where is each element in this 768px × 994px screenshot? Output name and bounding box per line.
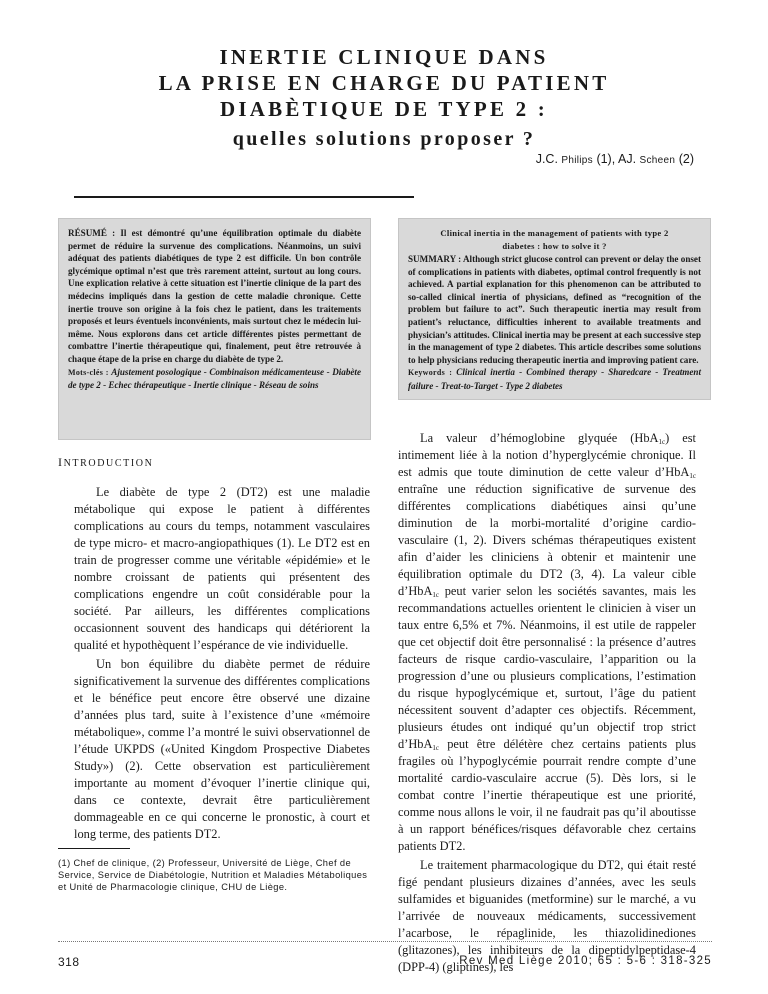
page-number: 318 (58, 955, 80, 969)
abstract-en-label: SUMMARY : (408, 254, 463, 264)
keywords-fr-label: Mots-clés : (68, 367, 112, 377)
affiliation-footnote: (1) Chef de clinique, (2) Professeur, Université de Liège, Chef de Service, Service de Diabétologie, Nutrition et Maladies Métaboliques et Unité de Pharmacologie clinique, CHU de Liège. (58, 858, 368, 892)
text-run: entraîne une réduction significative de survenue des différentes complications diabétiques ainsi qu’une diminution de la morbi-mortalité d’origine cardio-vasculaire (1, 2). Divers schémas thérapeutiques existent afin d’aider les cliniciens à obtenir et maintenir une équilibration optimale du DT2 (3, 4). La valeur cible d’HbA (398, 482, 696, 598)
author-line (536, 152, 694, 166)
abstract-english (398, 218, 711, 400)
title-line-1: INERTIE CLINIQUE DANS (219, 45, 549, 69)
keywords-fr (68, 366, 361, 392)
right-column (398, 430, 696, 976)
text-run: peut varier selon les sociétés savantes, mais les recommandations actuelles orientent le clinicien à viser un taux entre 6,5% et 7%. Néanmoins, il est utile de rappeler que cet objectif doit être personnalisé : la présence d’autres facteurs de risque cardio-vasculaire, l’apparition ou la progression d’une ou plusieurs complications, l’estimation du risque hypoglycémique et, surtout, l’âge du patient nécessitent souvent d’adapter ces objectifs. Récemment, plusieurs études ont indiqué qu’un objectif trop strict d’HbA (398, 584, 696, 751)
keywords-en (408, 366, 701, 392)
author-1-name: Philips (561, 155, 593, 166)
subscript: 1c (689, 472, 696, 480)
abstract-fr-label: RÉSUMÉ : (68, 228, 121, 238)
author-2-ref: (2) (675, 152, 694, 166)
footer-divider (58, 941, 712, 942)
journal-reference: Rev Med Liège 2010; 65 : 5-6 : 318-325 (459, 955, 712, 967)
header-rule (74, 196, 414, 198)
author-1-initials: J.C. (535, 152, 562, 166)
text-run: La valeur d’hémoglobine glyquée (HbA (420, 431, 659, 445)
right-paragraph-2: Le traitement pharmacologique du DT2, qui était resté figé pendant plusieurs dizaines d’années, avec les seuls sulfamides et biguanides (metformine) sur le marché, a vu l’arrivée de nouveaux médicaments, successivement l’acarbose, le répaglinide, les thiazolidinediones (glitazones), les inhibiteurs de la dipeptidylpeptidase-4 (DPP-4) (gliptines), les (398, 858, 696, 974)
intro-paragraph-2: Un bon équilibre du diabète permet de réduire significativement la survenue des différentes complications et le bénéfice peut encore être observé une dizaine d’années plus tard, suite à l’existence d’une «mémoire métabolique», comme l’a montré le suivi observationnel de l’étude UKPDS («United Kingdom Prospective Diabetes Study») (2). Cette observation est particulièrement importante au moment d’évoquer l’inertie clinique qui, dans ce contexte, devrait être particulièrement dommageable en ce qui concerne le pronostic, à court et long terme, des patients DT2. (74, 657, 370, 841)
author-2-name: Scheen (639, 155, 676, 166)
text-run: peut être délétère chez certains patients plus fragiles où l’hypoglycémie pourrait rendre compte d’une mortalité cardio-vasculaire accrue (5). Dès lors, si le combat contre l’inertie thérapeutique est une priorité, comme nous allons le voir, il ne faudrait pas qu’il aboutisse à un rapport bénéfices/risques défavorable chez certains patients DT2. (398, 737, 696, 853)
title-line-3: DIABÈTIQUE DE TYPE 2 : (220, 97, 548, 121)
keywords-en-list: Clinical inertia - Combined therapy - Sharedcare - Treatment failure - Treat-to-Target - Type 2 diabetes (408, 367, 701, 391)
footnote-rule (58, 848, 130, 849)
subscript: 1c (432, 744, 440, 752)
heading-initial: I (58, 455, 64, 469)
abstract-fr-body: Il est démontré qu’une équilibration optimale du diabète permet de réduire la survenue des complications. Néanmoins, un suivi adéquat des patients diabétiques de type 2 est difficile. Un bon contrôle glycémique optimal n’est que très rarement atteint, surtout au long cours. Une explication relative à cette situation est l’inertie clinique de la part des médecins impliqués dans la gestion de cette maladie chronique. Cette inertie trouve son origine à la fois chez le patient, dans les traitements proposés et leurs éventuels inconvénients, mais surtout chez le médecin lui-même. Nous explorons dans cet article différentes pistes permettant de combattre l’inertie thérapeutique qui, finalement, peut être retrouvée à chaque étape de la prise en charge du diabète de type 2. (68, 228, 362, 364)
text-run: ) est intimement liée à la notion d’hyperglycémie chronique. Il est admis que toute diminution de cette valeur d’HbA (398, 431, 697, 479)
article-subtitle: quelles solutions proposer ? (232, 128, 536, 150)
intro-paragraph-1: Le diabète de type 2 (DT2) est une maladie métabolique qui expose le patient à différentes complications au cours du temps, notamment vasculaires de type micro- et macro-angiopathiques (1). Le DT2 est en train de progresser comme une véritable «épidémie» et le nombre croissant de patients qui présentent des complications engendre un coût considérable pour la société. Par ailleurs, les différentes complications occasionnent souvent des handicaps qui détériorent la qualité et hypothèquent l’espérance de vie individuelle. (74, 485, 370, 652)
abstract-en-text (408, 253, 701, 366)
keywords-en-label: Keywords : (408, 368, 457, 378)
abstract-french (58, 218, 371, 440)
author-2-initials: AJ. (617, 152, 640, 166)
english-title-line-2: diabetes : how to solve it ? (502, 241, 607, 251)
author-1-ref: (1), (592, 152, 618, 166)
english-title-line-1: Clinical inertia in the management of patients with type 2 (440, 228, 669, 238)
subscript: 1c (432, 591, 440, 599)
left-column (74, 484, 370, 843)
heading-rest: NTRODUCTION (63, 458, 154, 469)
section-heading-introduction (58, 455, 153, 470)
keywords-fr-list: Ajustement posologique - Combinaison médicamenteuse - Diabète de type 2 - Echec thérapeutique - Inertie clinique - Réseau de soins (68, 366, 361, 391)
abstract-fr-text (68, 227, 361, 366)
subscript: 1c (658, 438, 666, 446)
title-line-2: LA PRISE EN CHARGE DU PATIENT (158, 71, 610, 95)
right-paragraph-1 (398, 430, 696, 855)
abstract-en-body: Although strict glucose control can prevent or delay the onset of complications in patients with diabetes, optimal control frequently is not achieved. A partial explanation for this phenomenon can be attributed to so-called clinical inertia of physicians, defined as “recognition of the problem but failure to act”. Such therapeutic inertia may result from patient’s reluctance, difficulties inherent to available treatments and physician’s attitudes. Clinical inertia may be present at each successive step in the management of type 2 diabetes. This article describes some solutions to help physicians reducing therapeutic inertia and improving patient care. (408, 254, 701, 365)
article-title (0, 44, 768, 152)
